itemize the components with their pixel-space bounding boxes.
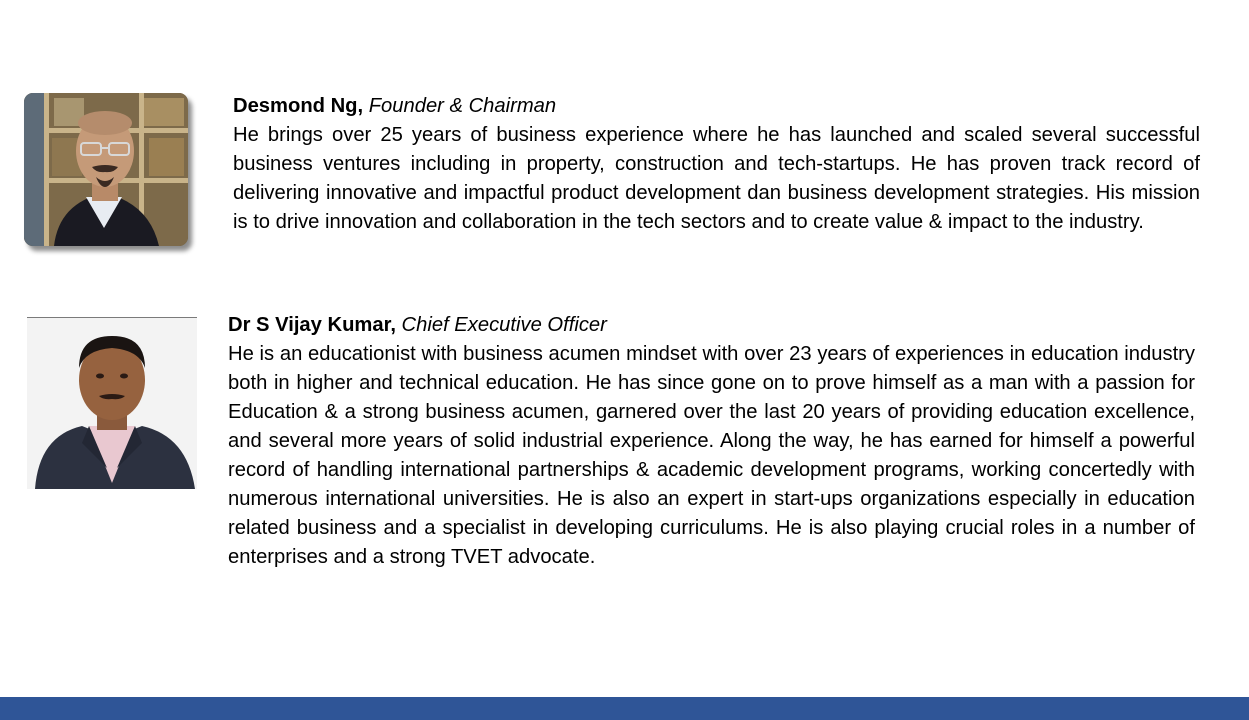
profile-photo-desmond-ng	[24, 93, 188, 246]
profile-title: Founder & Chairman	[368, 95, 557, 117]
profile-vijay-kumar	[228, 311, 1195, 572]
profile-name: Desmond Ng,	[233, 95, 364, 117]
profile-bio: He brings over 25 years of business experience where he has launched and scaled several successful business ventures including in property, construction and tech-startups. He has proven track record of delivering innovative and impactful product development dan business development strategies. His mission is to drive innovation and collaboration in the tech sectors and to create value & impact to the industry.	[233, 124, 1200, 233]
portrait-desmond-ng	[24, 93, 188, 246]
portrait-vijay-kumar	[27, 318, 197, 489]
profile-desmond-ng	[233, 92, 1200, 237]
profile-name: Dr S Vijay Kumar,	[228, 314, 396, 336]
profile-bio: He is an educationist with business acumen mindset with over 23 years of experiences in education industry both in higher and technical education. He has since gone on to prove himself as a man with a passion for Education & a strong business acumen, garnered over the last 20 years of providing education excellence, and several more years of solid industrial experience. Along the way, he has earned for himself a powerful record of handling international partnerships & academic development programs, working concertedly with numerous international universities. He is also an expert in start-ups organizations especially in education related business and a specialist in developing curriculums. He is also playing crucial roles in a number of enterprises and a strong TVET advocate.	[228, 343, 1195, 568]
footer-bar	[0, 697, 1249, 720]
profile-photo-vijay-kumar	[27, 317, 197, 489]
profile-heading	[233, 92, 1200, 121]
profile-heading	[228, 311, 1195, 340]
profile-title: Chief Executive Officer	[401, 314, 607, 336]
